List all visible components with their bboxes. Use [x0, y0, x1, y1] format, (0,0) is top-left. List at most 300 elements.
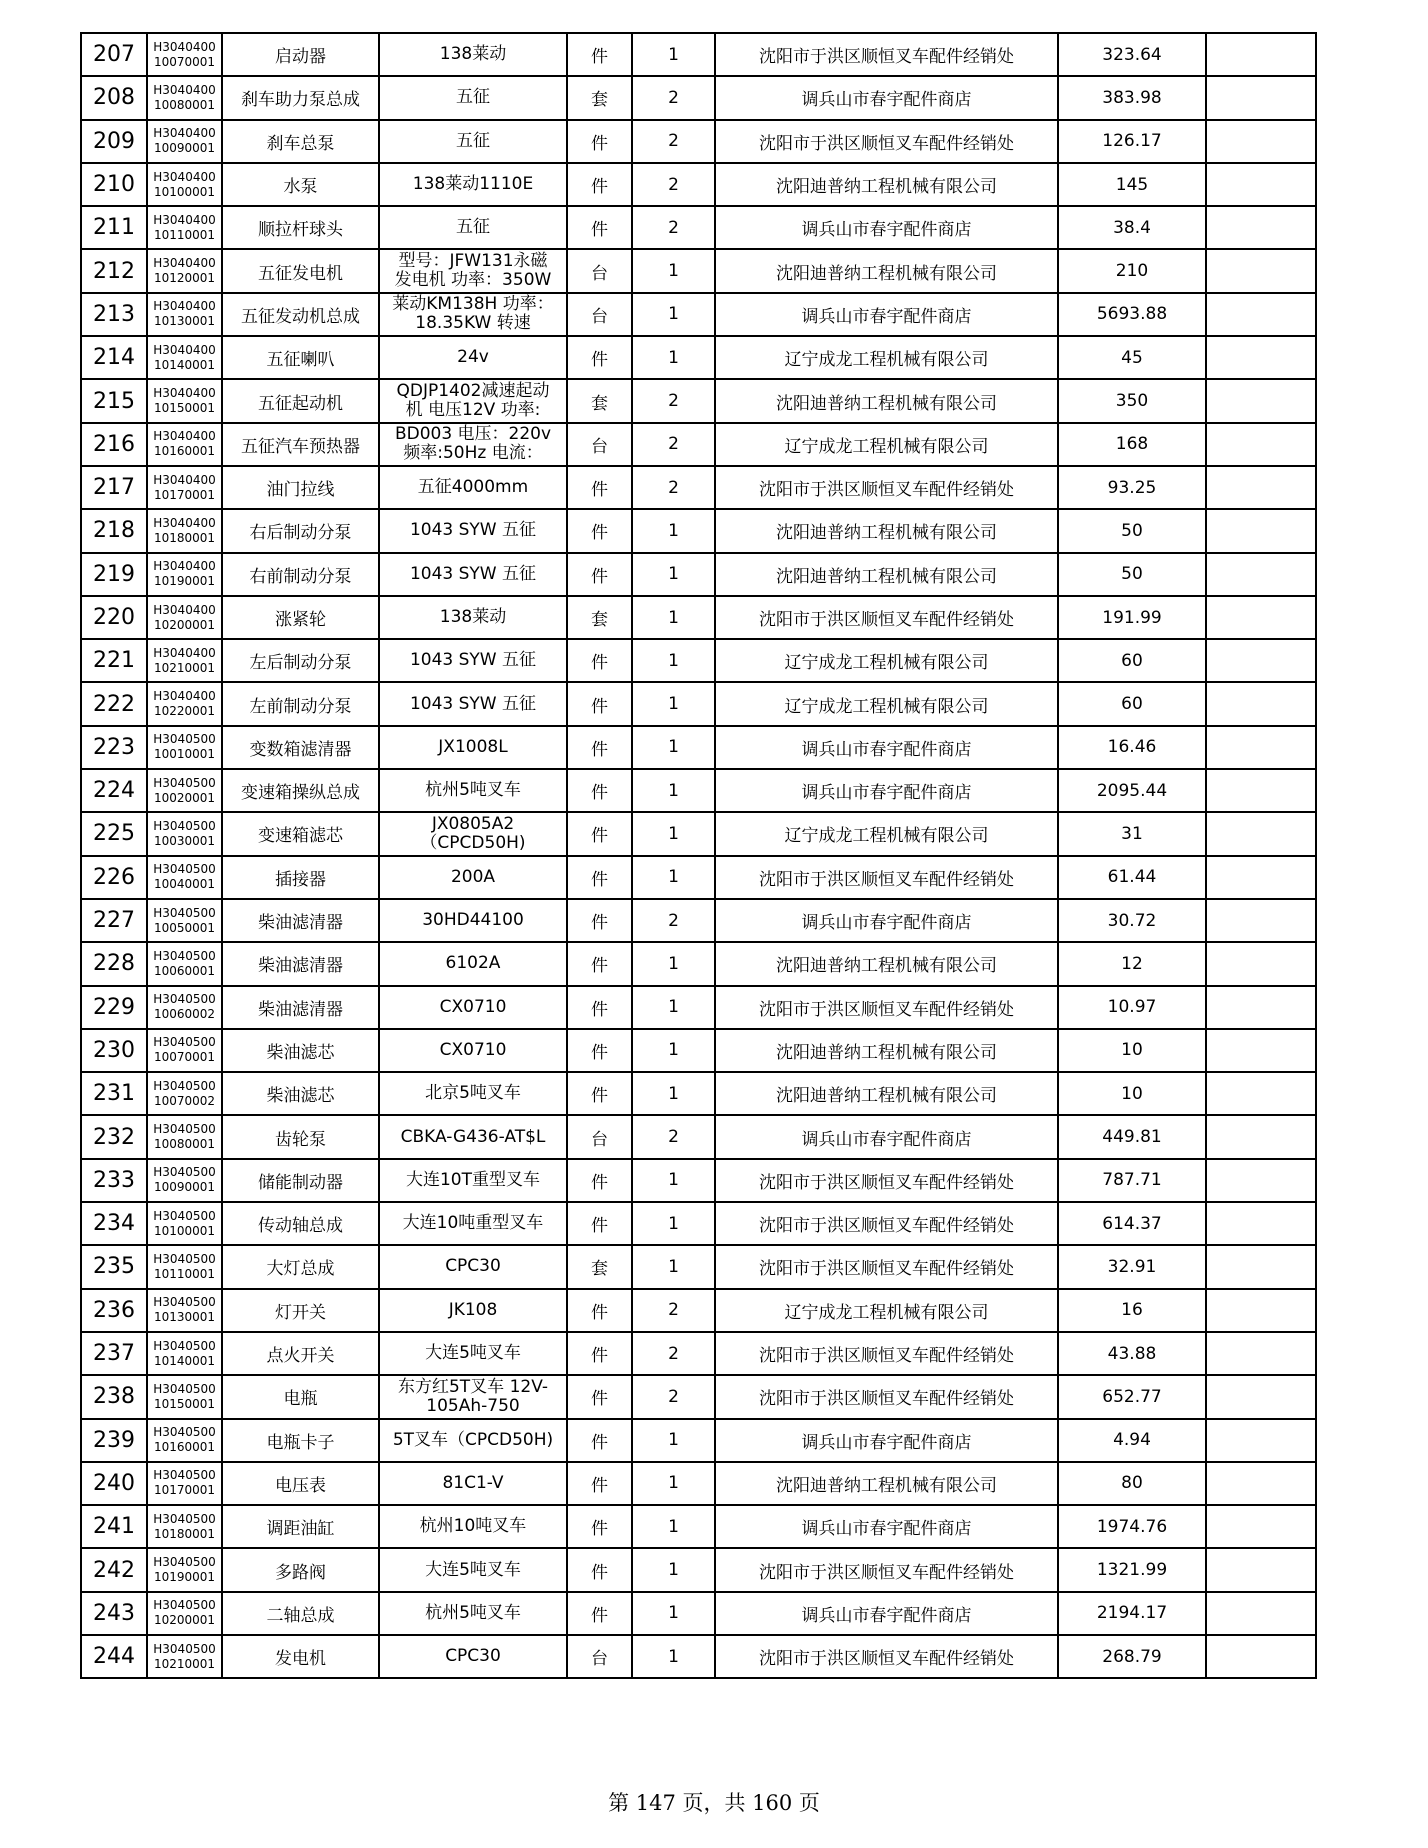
item-name: 五征汽车预热器: [222, 423, 379, 466]
row-number: 211: [81, 206, 147, 249]
item-spec: CBKA-G436-AT$L: [379, 1115, 567, 1158]
item-code: H3040500 10020001: [147, 769, 222, 812]
item-name: 启动器: [222, 33, 379, 76]
unit-price: 787.71: [1058, 1159, 1206, 1202]
item-name: 左后制动分泵: [222, 639, 379, 682]
remark-cell: [1206, 120, 1316, 163]
item-unit: 件: [567, 1419, 632, 1462]
supplier-name: 调兵山市春宇配件商店: [715, 769, 1058, 812]
item-spec: 东方红5T叉车 12V- 105Ah-750: [379, 1375, 567, 1418]
supplier-name: 沈阳迪普纳工程机械有限公司: [715, 249, 1058, 292]
remark-cell: [1206, 293, 1316, 336]
remark-cell: [1206, 1592, 1316, 1635]
row-number: 230: [81, 1029, 147, 1072]
supplier-name: 沈阳迪普纳工程机械有限公司: [715, 1072, 1058, 1115]
unit-price: 145: [1058, 163, 1206, 206]
item-name: 柴油滤清器: [222, 899, 379, 942]
row-number: 241: [81, 1505, 147, 1548]
item-quantity: 2: [632, 76, 715, 119]
table-row: [81, 76, 1316, 119]
unit-price: 268.79: [1058, 1635, 1206, 1678]
item-code: H3040400 10200001: [147, 596, 222, 639]
item-unit: 件: [567, 1332, 632, 1375]
item-quantity: 1: [632, 986, 715, 1029]
item-name: 五征起动机: [222, 379, 379, 422]
row-number: 240: [81, 1462, 147, 1505]
supplier-name: 沈阳市于洪区顺恒叉车配件经销处: [715, 986, 1058, 1029]
item-name: 调距油缸: [222, 1505, 379, 1548]
table-row: [81, 1548, 1316, 1591]
supplier-name: 辽宁成龙工程机械有限公司: [715, 336, 1058, 379]
item-unit: 件: [567, 1592, 632, 1635]
item-name: 变数箱滤清器: [222, 726, 379, 769]
item-spec: 138莱动: [379, 596, 567, 639]
remark-cell: [1206, 1375, 1316, 1418]
item-unit: 件: [567, 509, 632, 552]
supplier-name: 沈阳迪普纳工程机械有限公司: [715, 1462, 1058, 1505]
item-unit: 件: [567, 986, 632, 1029]
row-number: 213: [81, 293, 147, 336]
item-unit: 件: [567, 1029, 632, 1072]
item-code: H3040500 10090001: [147, 1159, 222, 1202]
item-quantity: 1: [632, 1245, 715, 1288]
item-name: 柴油滤清器: [222, 986, 379, 1029]
unit-price: 10.97: [1058, 986, 1206, 1029]
item-code: H3040400 10110001: [147, 206, 222, 249]
item-quantity: 1: [632, 1462, 715, 1505]
item-unit: 件: [567, 120, 632, 163]
page-footer: 第 147 页，共 160 页: [608, 1791, 820, 1815]
item-quantity: 1: [632, 942, 715, 985]
supplier-name: 沈阳市于洪区顺恒叉车配件经销处: [715, 1202, 1058, 1245]
unit-price: 93.25: [1058, 466, 1206, 509]
item-name: 柴油滤清器: [222, 942, 379, 985]
table-row: [81, 1289, 1316, 1332]
remark-cell: [1206, 1245, 1316, 1288]
table-row: [81, 163, 1316, 206]
remark-cell: [1206, 899, 1316, 942]
item-spec: 杭州5吨叉车: [379, 769, 567, 812]
item-spec: 型号：JFW131永磁 发电机 功率：350W: [379, 249, 567, 292]
item-quantity: 1: [632, 1592, 715, 1635]
item-code: H3040400 10070001: [147, 33, 222, 76]
table-row: [81, 726, 1316, 769]
item-spec: 莱动KM138H 功率： 18.35KW 转速: [379, 293, 567, 336]
item-unit: 件: [567, 1548, 632, 1591]
item-unit: 件: [567, 336, 632, 379]
table-row: [81, 596, 1316, 639]
item-unit: 件: [567, 1159, 632, 1202]
supplier-name: 沈阳市于洪区顺恒叉车配件经销处: [715, 1548, 1058, 1591]
unit-price: 60: [1058, 639, 1206, 682]
table-row: [81, 379, 1316, 422]
item-name: 左前制动分泵: [222, 682, 379, 725]
unit-price: 652.77: [1058, 1375, 1206, 1418]
item-code: H3040400 10130001: [147, 293, 222, 336]
row-number: 228: [81, 942, 147, 985]
item-quantity: 2: [632, 1332, 715, 1375]
item-name: 刹车助力泵总成: [222, 76, 379, 119]
row-number: 209: [81, 120, 147, 163]
item-code: H3040500 10060002: [147, 986, 222, 1029]
item-name: 水泵: [222, 163, 379, 206]
table-row: [81, 553, 1316, 596]
item-unit: 件: [567, 206, 632, 249]
row-number: 238: [81, 1375, 147, 1418]
item-code: H3040500 10110001: [147, 1245, 222, 1288]
item-name: 五征喇叭: [222, 336, 379, 379]
table-row: [81, 249, 1316, 292]
supplier-name: 沈阳市于洪区顺恒叉车配件经销处: [715, 33, 1058, 76]
table-row: [81, 639, 1316, 682]
item-quantity: 1: [632, 509, 715, 552]
row-number: 210: [81, 163, 147, 206]
remark-cell: [1206, 812, 1316, 855]
item-unit: 件: [567, 1375, 632, 1418]
table-row: [81, 509, 1316, 552]
item-unit: 件: [567, 163, 632, 206]
item-unit: 套: [567, 596, 632, 639]
item-quantity: 2: [632, 206, 715, 249]
item-name: 油门拉线: [222, 466, 379, 509]
item-unit: 件: [567, 33, 632, 76]
unit-price: 1321.99: [1058, 1548, 1206, 1591]
item-spec: 杭州5吨叉车: [379, 1592, 567, 1635]
supplier-name: 沈阳市于洪区顺恒叉车配件经销处: [715, 856, 1058, 899]
unit-price: 2194.17: [1058, 1592, 1206, 1635]
item-name: 柴油滤芯: [222, 1072, 379, 1115]
item-unit: 套: [567, 76, 632, 119]
item-spec: 1043 SYW 五征: [379, 639, 567, 682]
table-row: [81, 466, 1316, 509]
item-quantity: 1: [632, 293, 715, 336]
remark-cell: [1206, 466, 1316, 509]
table-row: [81, 336, 1316, 379]
table-row: [81, 899, 1316, 942]
row-number: 208: [81, 76, 147, 119]
item-spec: 杭州10吨叉车: [379, 1505, 567, 1548]
table-row: [81, 856, 1316, 899]
item-quantity: 1: [632, 639, 715, 682]
item-name: 电瓶卡子: [222, 1419, 379, 1462]
remark-cell: [1206, 1029, 1316, 1072]
item-quantity: 1: [632, 249, 715, 292]
row-number: 220: [81, 596, 147, 639]
supplier-name: 辽宁成龙工程机械有限公司: [715, 423, 1058, 466]
item-spec: 1043 SYW 五征: [379, 682, 567, 725]
item-spec: 24v: [379, 336, 567, 379]
supplier-name: 沈阳市于洪区顺恒叉车配件经销处: [715, 596, 1058, 639]
item-code: H3040400 10150001: [147, 379, 222, 422]
table-row: [81, 812, 1316, 855]
item-unit: 件: [567, 769, 632, 812]
item-name: 插接器: [222, 856, 379, 899]
supplier-name: 调兵山市春宇配件商店: [715, 76, 1058, 119]
unit-price: 210: [1058, 249, 1206, 292]
row-number: 212: [81, 249, 147, 292]
item-quantity: 1: [632, 726, 715, 769]
item-quantity: 1: [632, 1505, 715, 1548]
item-code: H3040500 10100001: [147, 1202, 222, 1245]
unit-price: 61.44: [1058, 856, 1206, 899]
remark-cell: [1206, 336, 1316, 379]
table-row: [81, 769, 1316, 812]
item-spec: 大连10T重型叉车: [379, 1159, 567, 1202]
item-quantity: 1: [632, 1548, 715, 1591]
remark-cell: [1206, 942, 1316, 985]
item-spec: 北京5吨叉车: [379, 1072, 567, 1115]
supplier-name: 调兵山市春宇配件商店: [715, 1419, 1058, 1462]
unit-price: 60: [1058, 682, 1206, 725]
row-number: 239: [81, 1419, 147, 1462]
item-quantity: 1: [632, 1635, 715, 1678]
item-code: H3040500 10160001: [147, 1419, 222, 1462]
row-number: 226: [81, 856, 147, 899]
remark-cell: [1206, 639, 1316, 682]
row-number: 216: [81, 423, 147, 466]
supplier-name: 调兵山市春宇配件商店: [715, 1592, 1058, 1635]
unit-price: 2095.44: [1058, 769, 1206, 812]
item-spec: 6102A: [379, 942, 567, 985]
item-spec: 大连10吨重型叉车: [379, 1202, 567, 1245]
item-quantity: 2: [632, 163, 715, 206]
row-number: 236: [81, 1289, 147, 1332]
item-unit: 件: [567, 942, 632, 985]
table-row: [81, 1635, 1316, 1678]
item-unit: 件: [567, 899, 632, 942]
item-quantity: 1: [632, 1072, 715, 1115]
item-quantity: 1: [632, 553, 715, 596]
item-code: H3040500 10070001: [147, 1029, 222, 1072]
item-name: 电压表: [222, 1462, 379, 1505]
item-unit: 件: [567, 726, 632, 769]
supplier-name: 调兵山市春宇配件商店: [715, 726, 1058, 769]
supplier-name: 辽宁成龙工程机械有限公司: [715, 682, 1058, 725]
parts-table: [80, 32, 1317, 1679]
table-row: [81, 1115, 1316, 1158]
item-spec: JX1008L: [379, 726, 567, 769]
supplier-name: 沈阳迪普纳工程机械有限公司: [715, 553, 1058, 596]
row-number: 233: [81, 1159, 147, 1202]
row-number: 215: [81, 379, 147, 422]
item-name: 多路阀: [222, 1548, 379, 1591]
item-unit: 件: [567, 812, 632, 855]
row-number: 224: [81, 769, 147, 812]
table-row: [81, 682, 1316, 725]
unit-price: 50: [1058, 553, 1206, 596]
unit-price: 12: [1058, 942, 1206, 985]
item-spec: 1043 SYW 五征: [379, 509, 567, 552]
row-number: 243: [81, 1592, 147, 1635]
item-code: H3040500 10050001: [147, 899, 222, 942]
item-name: 变速箱滤芯: [222, 812, 379, 855]
remark-cell: [1206, 379, 1316, 422]
supplier-name: 沈阳迪普纳工程机械有限公司: [715, 509, 1058, 552]
unit-price: 449.81: [1058, 1115, 1206, 1158]
item-code: H3040500 10170001: [147, 1462, 222, 1505]
item-quantity: 1: [632, 1202, 715, 1245]
table-row: [81, 206, 1316, 249]
item-spec: 五征4000mm: [379, 466, 567, 509]
item-code: H3040400 10160001: [147, 423, 222, 466]
item-name: 电瓶: [222, 1375, 379, 1418]
item-code: H3040400 10120001: [147, 249, 222, 292]
row-number: 225: [81, 812, 147, 855]
table-row: [81, 1202, 1316, 1245]
item-spec: 5T叉车（CPCD50H): [379, 1419, 567, 1462]
item-spec: 大连5吨叉车: [379, 1332, 567, 1375]
item-name: 灯开关: [222, 1289, 379, 1332]
unit-price: 38.4: [1058, 206, 1206, 249]
remark-cell: [1206, 1462, 1316, 1505]
item-spec: QDJP1402减速起动 机 电压12V 功率:: [379, 379, 567, 422]
remark-cell: [1206, 1202, 1316, 1245]
remark-cell: [1206, 1115, 1316, 1158]
remark-cell: [1206, 682, 1316, 725]
item-quantity: 1: [632, 856, 715, 899]
item-unit: 件: [567, 1289, 632, 1332]
supplier-name: 调兵山市春宇配件商店: [715, 899, 1058, 942]
item-name: 柴油滤芯: [222, 1029, 379, 1072]
item-name: 右前制动分泵: [222, 553, 379, 596]
item-code: H3040400 10220001: [147, 682, 222, 725]
unit-price: 323.64: [1058, 33, 1206, 76]
item-code: H3040400 10170001: [147, 466, 222, 509]
item-code: H3040500 10040001: [147, 856, 222, 899]
unit-price: 4.94: [1058, 1419, 1206, 1462]
item-code: H3040500 10080001: [147, 1115, 222, 1158]
row-number: 229: [81, 986, 147, 1029]
item-code: H3040400 10140001: [147, 336, 222, 379]
item-spec: 138莱动: [379, 33, 567, 76]
remark-cell: [1206, 1289, 1316, 1332]
remark-cell: [1206, 1159, 1316, 1202]
item-name: 右后制动分泵: [222, 509, 379, 552]
item-quantity: 2: [632, 899, 715, 942]
supplier-name: 沈阳市于洪区顺恒叉车配件经销处: [715, 1245, 1058, 1288]
unit-price: 191.99: [1058, 596, 1206, 639]
item-quantity: 1: [632, 33, 715, 76]
item-spec: 五征: [379, 76, 567, 119]
item-quantity: 1: [632, 1029, 715, 1072]
item-unit: 台: [567, 293, 632, 336]
table-row: [81, 33, 1316, 76]
unit-price: 168: [1058, 423, 1206, 466]
item-quantity: 1: [632, 812, 715, 855]
remark-cell: [1206, 1419, 1316, 1462]
item-code: H3040400 10180001: [147, 509, 222, 552]
table-row: [81, 942, 1316, 985]
item-unit: 件: [567, 1072, 632, 1115]
item-quantity: 2: [632, 466, 715, 509]
supplier-name: 辽宁成龙工程机械有限公司: [715, 639, 1058, 682]
row-number: 222: [81, 682, 147, 725]
row-number: 232: [81, 1115, 147, 1158]
item-code: H3040400 10100001: [147, 163, 222, 206]
table-row: [81, 1505, 1316, 1548]
item-name: 顺拉杆球头: [222, 206, 379, 249]
item-code: H3040500 10060001: [147, 942, 222, 985]
remark-cell: [1206, 163, 1316, 206]
item-quantity: 1: [632, 769, 715, 812]
item-name: 发电机: [222, 1635, 379, 1678]
item-code: H3040500 10150001: [147, 1375, 222, 1418]
table-row: [81, 1419, 1316, 1462]
row-number: 235: [81, 1245, 147, 1288]
remark-cell: [1206, 726, 1316, 769]
row-number: 237: [81, 1332, 147, 1375]
item-spec: 81C1-V: [379, 1462, 567, 1505]
item-spec: 138莱动1110E: [379, 163, 567, 206]
supplier-name: 沈阳迪普纳工程机械有限公司: [715, 379, 1058, 422]
item-unit: 件: [567, 856, 632, 899]
row-number: 217: [81, 466, 147, 509]
item-quantity: 1: [632, 1419, 715, 1462]
table-row: [81, 1462, 1316, 1505]
table-row: [81, 120, 1316, 163]
item-quantity: 2: [632, 1115, 715, 1158]
supplier-name: 辽宁成龙工程机械有限公司: [715, 1289, 1058, 1332]
item-unit: 套: [567, 1245, 632, 1288]
row-number: 207: [81, 33, 147, 76]
unit-price: 126.17: [1058, 120, 1206, 163]
table-row: [81, 1592, 1316, 1635]
remark-cell: [1206, 553, 1316, 596]
remark-cell: [1206, 423, 1316, 466]
item-unit: 件: [567, 1462, 632, 1505]
table-row: [81, 423, 1316, 466]
remark-cell: [1206, 33, 1316, 76]
supplier-name: 调兵山市春宇配件商店: [715, 206, 1058, 249]
item-quantity: 2: [632, 120, 715, 163]
unit-price: 614.37: [1058, 1202, 1206, 1245]
table-row: [81, 1159, 1316, 1202]
item-code: H3040400 10090001: [147, 120, 222, 163]
item-quantity: 2: [632, 1289, 715, 1332]
item-spec: 1043 SYW 五征: [379, 553, 567, 596]
supplier-name: 沈阳市于洪区顺恒叉车配件经销处: [715, 466, 1058, 509]
item-unit: 台: [567, 249, 632, 292]
supplier-name: 沈阳市于洪区顺恒叉车配件经销处: [715, 1635, 1058, 1678]
item-name: 变速箱操纵总成: [222, 769, 379, 812]
remark-cell: [1206, 249, 1316, 292]
row-number: 234: [81, 1202, 147, 1245]
unit-price: 45: [1058, 336, 1206, 379]
unit-price: 32.91: [1058, 1245, 1206, 1288]
item-unit: 件: [567, 553, 632, 596]
item-unit: 件: [567, 466, 632, 509]
item-code: H3040500 10210001: [147, 1635, 222, 1678]
item-code: H3040400 10190001: [147, 553, 222, 596]
unit-price: 10: [1058, 1029, 1206, 1072]
item-unit: 台: [567, 423, 632, 466]
item-unit: 台: [567, 1115, 632, 1158]
supplier-name: 调兵山市春宇配件商店: [715, 1505, 1058, 1548]
item-quantity: 2: [632, 1375, 715, 1418]
item-code: H3040500 10180001: [147, 1505, 222, 1548]
table-row: [81, 1072, 1316, 1115]
supplier-name: 沈阳迪普纳工程机械有限公司: [715, 163, 1058, 206]
item-name: 涨紧轮: [222, 596, 379, 639]
item-name: 五征发动机总成: [222, 293, 379, 336]
remark-cell: [1206, 856, 1316, 899]
item-unit: 件: [567, 1202, 632, 1245]
row-number: 244: [81, 1635, 147, 1678]
supplier-name: 沈阳市于洪区顺恒叉车配件经销处: [715, 1159, 1058, 1202]
supplier-name: 沈阳迪普纳工程机械有限公司: [715, 1029, 1058, 1072]
item-name: 齿轮泵: [222, 1115, 379, 1158]
supplier-name: 沈阳市于洪区顺恒叉车配件经销处: [715, 1332, 1058, 1375]
